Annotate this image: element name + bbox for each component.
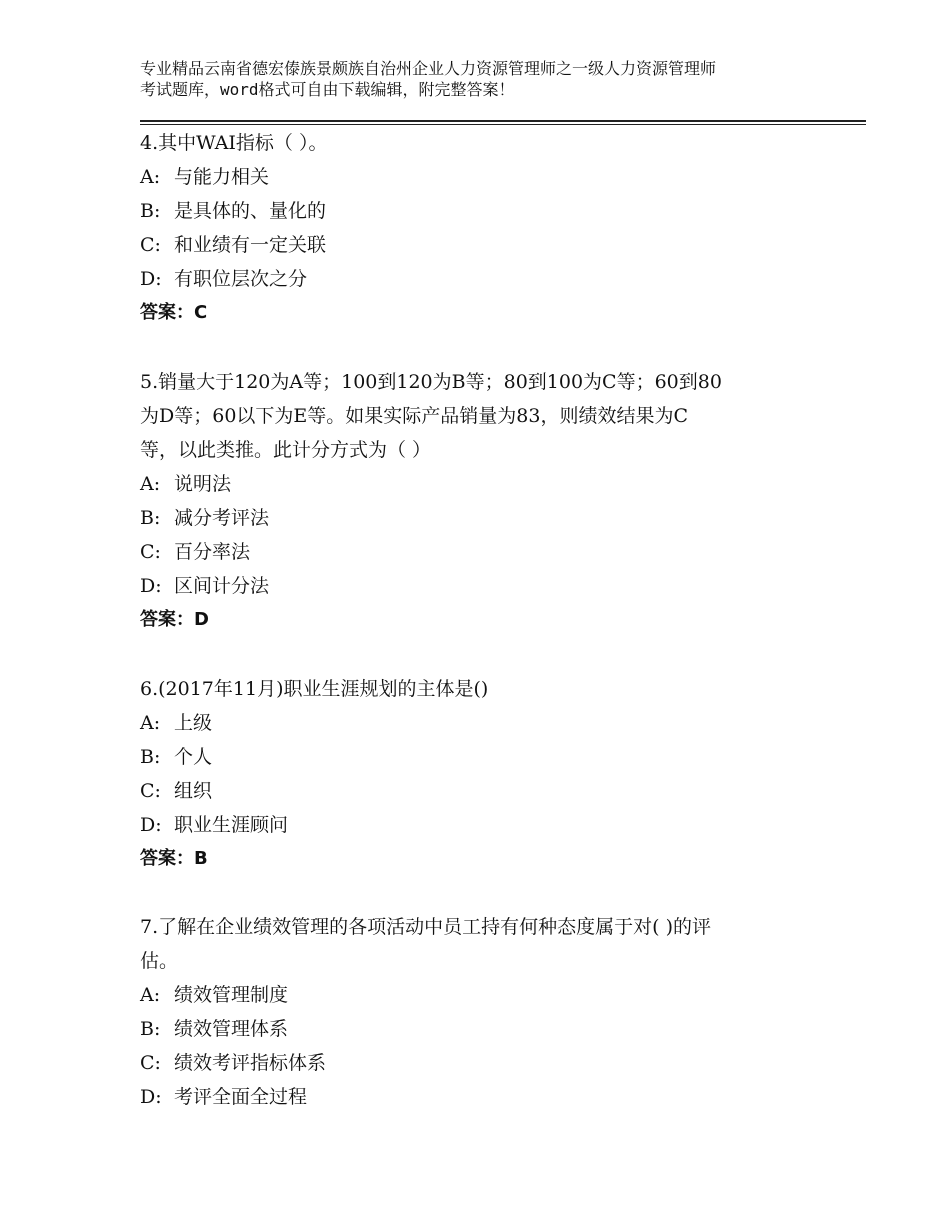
question-stem-line: 5.销量大于120为A等；100到120为B等；80到100为C等；60到80 xyxy=(140,371,722,393)
answer-label: 答案：C xyxy=(140,302,208,323)
header-rule-thick xyxy=(140,120,866,122)
option-a: A: 说明法 xyxy=(140,473,232,495)
question-4 xyxy=(140,126,820,330)
header-rule-thin xyxy=(140,124,866,125)
option-c: C: 百分率法 xyxy=(140,541,251,563)
question-stem-line: 等，以此类推。此计分方式为（ ） xyxy=(140,439,432,461)
question-6 xyxy=(140,672,820,876)
question-stem-line: 4.其中WAI指标（ ）。 xyxy=(140,132,328,154)
option-d: D: 区间计分法 xyxy=(140,575,270,597)
answer-label: 答案：D xyxy=(140,609,209,630)
option-b: B: 绩效管理体系 xyxy=(140,1018,289,1040)
question-stem-line: 6.(2017年11月)职业生涯规划的主体是() xyxy=(140,678,489,700)
option-a: A: 绩效管理制度 xyxy=(140,984,289,1006)
option-b: B: 减分考评法 xyxy=(140,507,270,529)
header-line-2: 考试题库，word格式可自由下载编辑，附完整答案！ xyxy=(140,80,515,99)
question-5 xyxy=(140,365,820,637)
question-stem-line: 估。 xyxy=(140,950,179,972)
question-stem-line: 为D等；60以下为E等。如果实际产品销量为83，则绩效结果为C xyxy=(140,405,688,427)
answer-label: 答案：B xyxy=(140,848,208,869)
option-d: D: 考评全面全过程 xyxy=(140,1086,308,1108)
question-stem-line: 7.了解在企业绩效管理的各项活动中员工持有何种态度属于对( )的评 xyxy=(140,916,711,938)
option-b: B: 是具体的、量化的 xyxy=(140,200,327,222)
option-d: D: 有职位层次之分 xyxy=(140,268,308,290)
option-b: B: 个人 xyxy=(140,746,213,768)
option-c: C: 绩效考评指标体系 xyxy=(140,1052,327,1074)
option-a: A: 与能力相关 xyxy=(140,166,270,188)
header-line-1: 专业精品云南省德宏傣族景颇族自治州企业人力资源管理师之一级人力资源管理师 xyxy=(140,59,717,78)
question-7 xyxy=(140,910,820,1114)
option-c: C: 组织 xyxy=(140,780,213,802)
option-a: A: 上级 xyxy=(140,712,213,734)
document-header xyxy=(140,58,840,100)
option-c: C: 和业绩有一定关联 xyxy=(140,234,327,256)
option-d: D: 职业生涯顾问 xyxy=(140,814,289,836)
